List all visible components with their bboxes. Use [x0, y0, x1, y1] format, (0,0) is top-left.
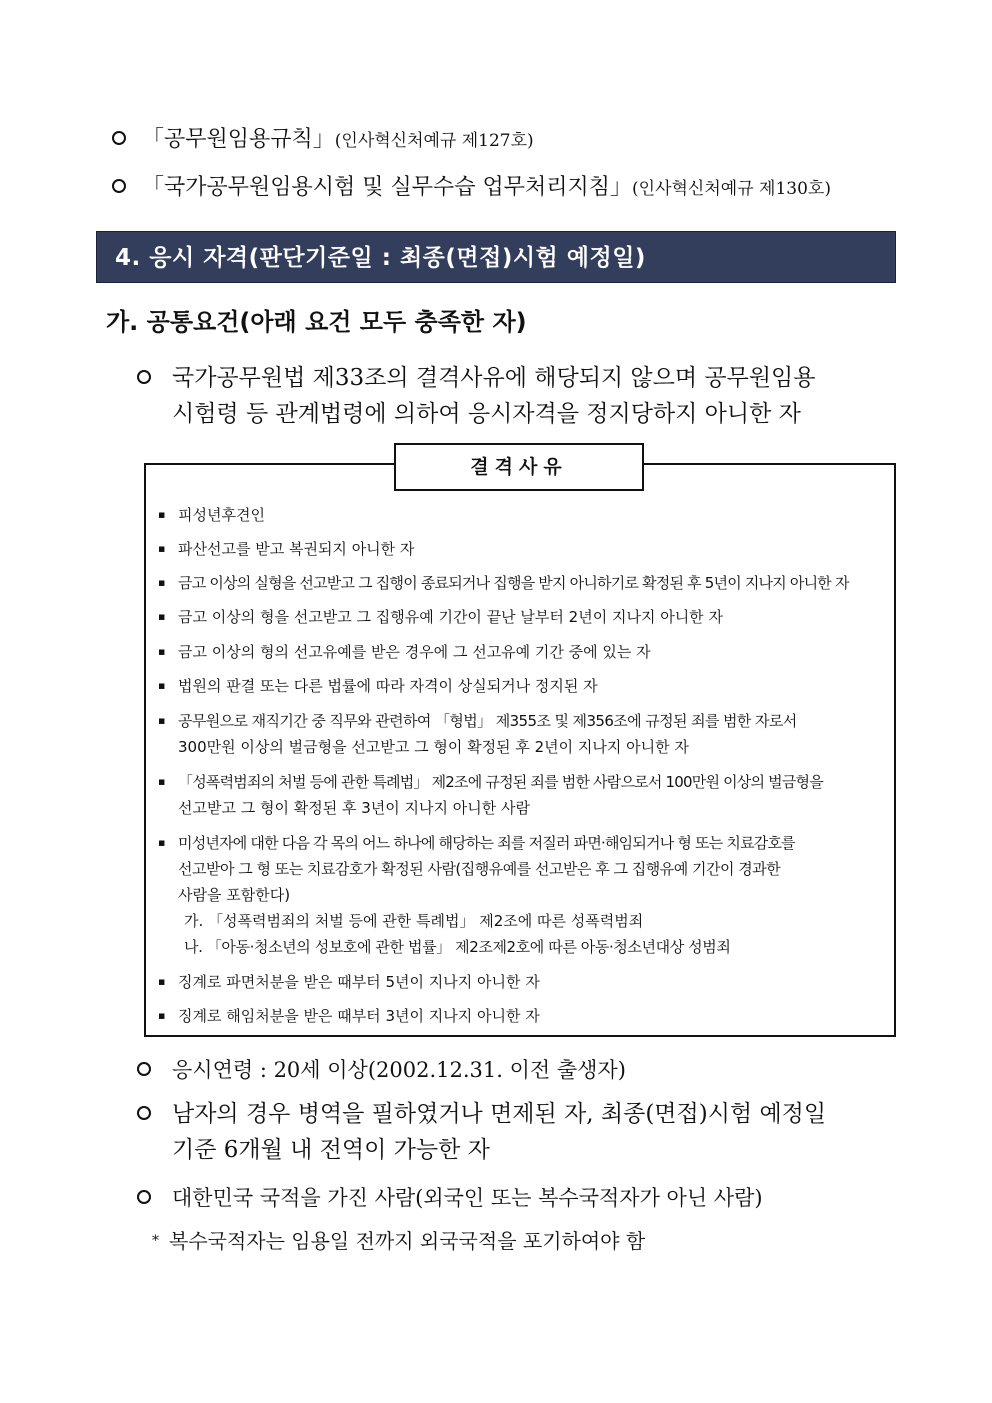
square-bullet-icon: ▪	[158, 679, 166, 692]
reference-title: 「국가공무원임용시험 및 실무수습 업무처리지침」	[142, 175, 633, 200]
square-bullet-icon: ▪	[158, 645, 166, 658]
section-title: 4. 응시 자격(판단기준일 : 최종(면접)시험 예정일)	[115, 245, 646, 271]
requirement-text: 대한민국 국적을 가진 사람(외국인 또는 복수국적자가 아닌 사람)	[172, 1186, 763, 1210]
circle-bullet-icon	[137, 1106, 151, 1120]
reference-item	[112, 173, 831, 204]
requirement-bullet	[137, 1180, 167, 1216]
section-header	[96, 231, 896, 283]
square-bullet-icon: ▪	[158, 714, 166, 727]
requirement-text: 시험령 등 관계법령에 의하여 응시자격을 정지당하지 아니한 자	[172, 401, 801, 427]
circle-bullet-icon	[137, 1062, 151, 1076]
square-bullet-icon: ▪	[158, 576, 166, 589]
reference-title: 「공무원임용규칙」	[142, 127, 335, 152]
square-bullet-icon: ▪	[158, 775, 166, 788]
footnote-text: 복수국적자는 임용일 전까지 외국국적을 포기하여야 함	[169, 1229, 646, 1253]
requirement-text: 기준 6개월 내 전역이 가능한 자	[172, 1137, 490, 1163]
square-bullet-icon: ▪	[158, 975, 166, 988]
square-bullet-icon: ▪	[158, 610, 166, 623]
disqualification-label: 결격사유	[394, 443, 644, 491]
square-bullet-icon: ▪	[158, 542, 166, 555]
circle-bullet-icon	[112, 131, 126, 145]
footnote	[152, 1226, 645, 1259]
requirement-text: 국가공무원법 제33조의 결격사유에 해당되지 않으며 공무원임용	[172, 365, 816, 391]
requirement-bullet	[137, 360, 167, 396]
requirement-text: 응시연령 : 20세 이상(2002.12.31. 이전 출생자)	[172, 1058, 626, 1082]
square-bullet-icon: ▪	[158, 836, 166, 849]
subsection-title: 가. 공통요건(아래 요건 모두 충족한 자)	[106, 308, 527, 336]
asterisk-icon: *	[152, 1233, 159, 1249]
reference-note: (인사혁신처예규 제127호)	[334, 131, 534, 151]
reference-note: (인사혁신처예규 제130호)	[632, 179, 831, 199]
requirement-text: 남자의 경우 병역을 필하였거나 면제된 자, 최종(면접)시험 예정일	[172, 1101, 827, 1127]
requirement-bullet	[137, 1096, 167, 1132]
circle-bullet-icon	[137, 1190, 151, 1204]
requirement-bullet	[137, 1052, 167, 1088]
square-bullet-icon: ▪	[158, 508, 166, 521]
circle-bullet-icon	[112, 179, 126, 193]
circle-bullet-icon	[137, 370, 151, 384]
square-bullet-icon: ▪	[158, 1009, 166, 1022]
reference-item	[112, 125, 534, 156]
